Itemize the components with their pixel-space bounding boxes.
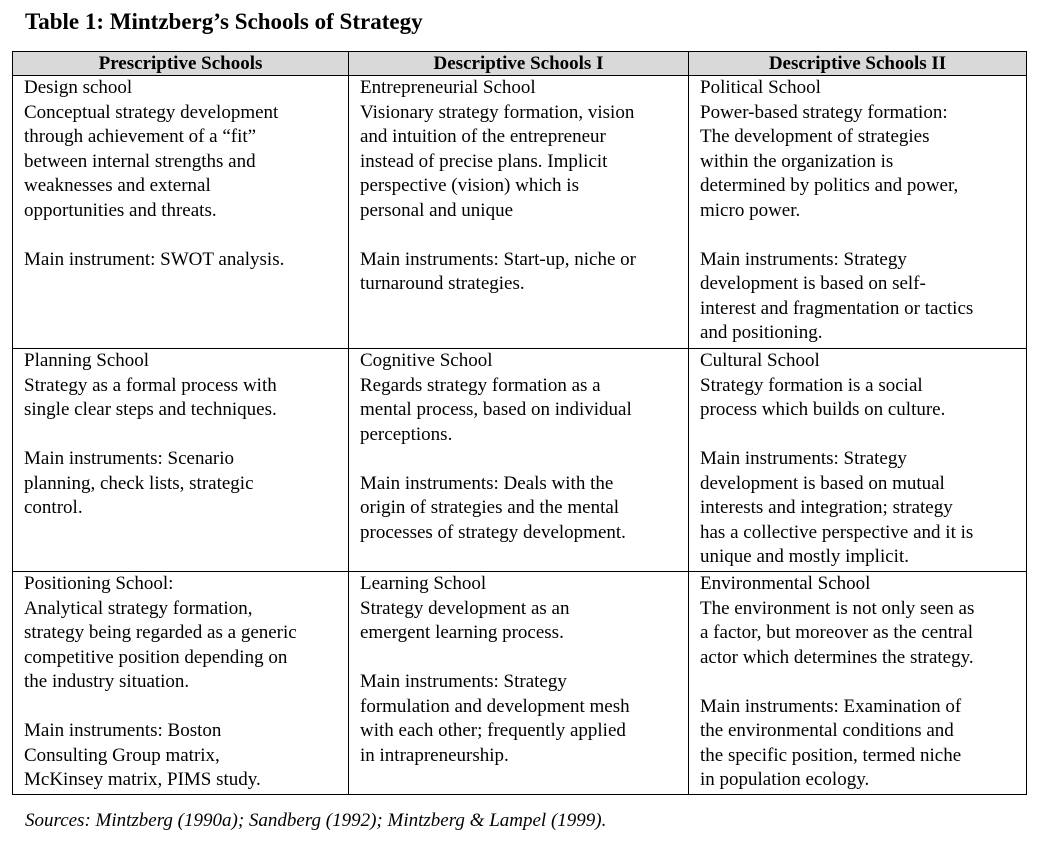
header-descriptive-2: Descriptive Schools II — [689, 52, 1027, 76]
school-instruments-line: origin of strategies and the mental — [360, 497, 620, 518]
school-description-line: between internal strengths and — [24, 150, 256, 172]
school-instruments-line: and positioning. — [700, 322, 823, 343]
school-name: Environmental School — [700, 573, 871, 594]
school-name: Cultural School — [700, 350, 820, 371]
school-instruments-line: has a collective perspective and it is — [700, 521, 974, 543]
school-cell — [349, 572, 689, 795]
school-instruments-line: Main instruments: Deals with the — [360, 472, 614, 494]
school-description-line: Regards strategy formation as a — [360, 374, 601, 396]
school-description-line: emergent learning process. — [360, 622, 564, 643]
table-row — [13, 76, 1027, 349]
school-instruments-line: development is based on mutual — [700, 472, 945, 494]
school-instruments-line: Main instruments: Strategy — [700, 448, 907, 469]
paragraph-gap — [360, 447, 684, 472]
school-description-line: Visionary strategy formation, vision — [360, 101, 635, 123]
school-description-line: weaknesses and external — [24, 175, 211, 196]
strategy-schools-table — [12, 51, 1027, 795]
school-description-line: personal and unique — [360, 199, 514, 221]
school-name: Positioning School: — [24, 573, 174, 594]
school-instruments-line: the environmental conditions and — [700, 720, 954, 741]
school-instruments-line: Main instruments: Scenario — [24, 448, 235, 469]
school-instruments-line: unique and mostly implicit. — [700, 546, 909, 567]
school-name: Planning School — [24, 350, 150, 371]
school-description-line: perspective (vision) which is — [360, 175, 579, 196]
school-instruments-line: formulation and development mesh — [360, 695, 630, 717]
school-cell — [349, 349, 689, 572]
table-row — [13, 572, 1027, 795]
school-description-line: within the organization is — [700, 150, 894, 172]
school-description-line: and intuition of the entrepreneur — [360, 126, 606, 147]
school-cell — [689, 572, 1027, 795]
school-description-line: through achievement of a “fit” — [24, 126, 257, 147]
school-instruments-line: processes of strategy development. — [360, 521, 626, 543]
school-description-line: strategy being regarded as a generic — [24, 622, 297, 643]
header-descriptive-1: Descriptive Schools I — [349, 52, 689, 76]
school-instruments-line: Main instruments: Boston — [24, 720, 222, 741]
school-description-line: The development of strategies — [700, 126, 930, 147]
school-description-line: Power-based strategy formation: — [700, 101, 948, 123]
school-description-line: actor which determines the strategy. — [700, 646, 974, 668]
school-description-line: a factor, but moreover as the central — [700, 622, 974, 643]
school-description-line: mental process, based on individual — [360, 399, 632, 420]
table-title: Table 1: Mintzberg’s Schools of Strategy — [25, 9, 423, 34]
school-description-line: instead of precise plans. Implicit — [360, 150, 608, 172]
school-name: Political School — [700, 77, 821, 98]
school-instruments-line: interest and fragmentation or tactics — [700, 297, 974, 319]
paragraph-gap — [700, 423, 1022, 448]
school-cell — [689, 349, 1027, 572]
school-description-line: determined by politics and power, — [700, 175, 959, 196]
school-description-line: Strategy formation is a social — [700, 374, 923, 396]
school-instruments-line: Main instruments: Strategy — [360, 671, 567, 692]
school-description-line: process which builds on culture. — [700, 399, 946, 420]
school-description-line: Conceptual strategy development — [24, 101, 279, 123]
school-description-line: Analytical strategy formation, — [24, 597, 253, 619]
school-instruments-line: with each other; frequently applied — [360, 720, 626, 741]
paragraph-gap — [24, 423, 344, 448]
school-instruments-line: Main instruments: Examination of — [700, 695, 962, 717]
paragraph-gap — [360, 646, 684, 671]
header-prescriptive: Prescriptive Schools — [13, 52, 349, 76]
school-name: Learning School — [360, 573, 487, 594]
school-cell — [13, 349, 349, 572]
school-cell — [689, 76, 1027, 349]
school-instruments-line: Main instruments: Start-up, niche or — [360, 248, 636, 270]
school-instruments-line: in intrapreneurship. — [360, 744, 509, 766]
school-name: Cognitive School — [360, 350, 493, 371]
school-instruments-line: turnaround strategies. — [360, 273, 525, 294]
school-description-line: perceptions. — [360, 423, 453, 445]
school-instruments-line: Main instrument: SWOT analysis. — [24, 248, 285, 270]
school-name: Entrepreneurial School — [360, 77, 536, 98]
school-instruments-line: Consulting Group matrix, — [24, 744, 220, 766]
school-instruments-line: interests and integration; strategy — [700, 497, 953, 518]
paragraph-gap — [700, 223, 1022, 248]
school-instruments-line: development is based on self- — [700, 273, 926, 294]
school-description-line: competitive position depending on — [24, 646, 288, 668]
school-cell — [13, 572, 349, 795]
paragraph-gap — [700, 670, 1022, 695]
paragraph-gap — [360, 223, 684, 248]
school-description-line: Strategy as a formal process with — [24, 374, 277, 396]
school-instruments-line: in population ecology. — [700, 769, 870, 790]
school-instruments-line: the specific position, termed niche — [700, 744, 962, 766]
school-instruments-line: McKinsey matrix, PIMS study. — [24, 769, 261, 790]
sources-note: Sources: Mintzberg (1990a); Sandberg (1992); Mintzberg & Lampel (1999). — [25, 810, 607, 831]
school-description-line: Strategy development as an — [360, 597, 570, 619]
school-description-line: micro power. — [700, 199, 801, 221]
header-row — [13, 52, 1027, 76]
school-name: Design school — [24, 77, 133, 98]
table-row — [13, 349, 1027, 572]
school-description-line: single clear steps and techniques. — [24, 399, 277, 420]
paragraph-gap — [24, 695, 344, 720]
school-cell — [13, 76, 349, 349]
school-description-line: opportunities and threats. — [24, 199, 217, 221]
paragraph-gap — [24, 223, 344, 248]
school-instruments-line: control. — [24, 497, 83, 518]
school-description-line: the industry situation. — [24, 671, 190, 692]
school-cell — [349, 76, 689, 349]
school-instruments-line: Main instruments: Strategy — [700, 248, 907, 270]
school-instruments-line: planning, check lists, strategic — [24, 472, 254, 494]
school-description-line: The environment is not only seen as — [700, 597, 975, 619]
